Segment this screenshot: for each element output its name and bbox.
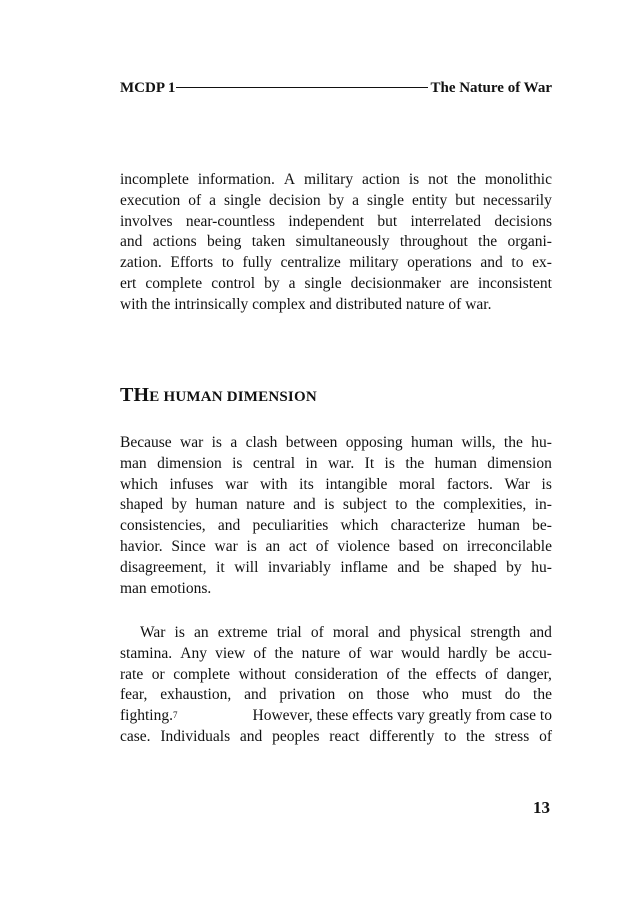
- footnote-line-rest: However, these effects vary greatly from case to: [248, 707, 552, 725]
- paragraph-extreme-trial: [120, 623, 552, 748]
- footnote-sentence: [120, 706, 177, 727]
- text-line: involves near-countless independent but interrelated decisions: [120, 212, 552, 230]
- text-line: disagreement, it will invariably inflame and be shaped by hu-: [120, 558, 552, 576]
- text-line: rate or complete without consideration of the effects of danger,: [120, 665, 552, 683]
- text-line: execution of a single decision by a single entity but necessarily: [120, 191, 552, 209]
- text-line: shaped by human nature and is subject to the complexities, in-: [120, 496, 552, 514]
- paragraph-continuation: [120, 170, 552, 316]
- text-line-with-footnote: [120, 706, 552, 727]
- running-header: [120, 78, 552, 98]
- page-number: 13: [533, 798, 550, 817]
- text-line: case. Individuals and peoples react differently to the stress of: [120, 727, 552, 745]
- text-line: man emotions.: [120, 579, 212, 597]
- text-line: War is an extreme trial of moral and physical strength and: [140, 624, 552, 641]
- chapter-title: The Nature of War: [430, 79, 552, 96]
- header-rule: [176, 87, 428, 88]
- text-line: which infuses war with its intangible moral factors. War is: [120, 475, 552, 493]
- series-title: MCDP 1: [120, 79, 176, 96]
- text-line: incomplete information. A military action is not the monolithic: [120, 171, 552, 188]
- heading-rest: E HUMAN DIMENSION: [149, 389, 317, 405]
- text-line: with the intrinsically complex and distributed nature of war.: [120, 295, 492, 313]
- heading-initial: TH: [120, 384, 150, 406]
- footnote-lead-text: fighting.: [120, 707, 173, 725]
- text-line: fear, exhaustion, and privation on those who must do the: [120, 686, 552, 704]
- text-line: havior. Since war is an act of violence based on irreconcilable: [120, 537, 552, 555]
- text-line: Because war is a clash between opposing human wills, the hu-: [120, 434, 552, 451]
- section-heading: [120, 384, 317, 407]
- footnote-reference[interactable]: 7: [172, 710, 178, 721]
- text-line: and actions being taken simultaneously throughout the organi-: [120, 233, 552, 251]
- text-line: stamina. Any view of the nature of war would hardly be accu-: [120, 644, 552, 662]
- text-line: consistencies, and peculiarities which characterize human be-: [120, 517, 552, 535]
- text-line: man dimension is central in war. It is the human dimension: [120, 454, 552, 472]
- text-line: ert complete control by a single decisionmaker are inconsistent: [120, 274, 552, 292]
- text-line: zation. Efforts to fully centralize military operations and to ex-: [120, 254, 552, 272]
- paragraph-human-dimension: [120, 433, 552, 599]
